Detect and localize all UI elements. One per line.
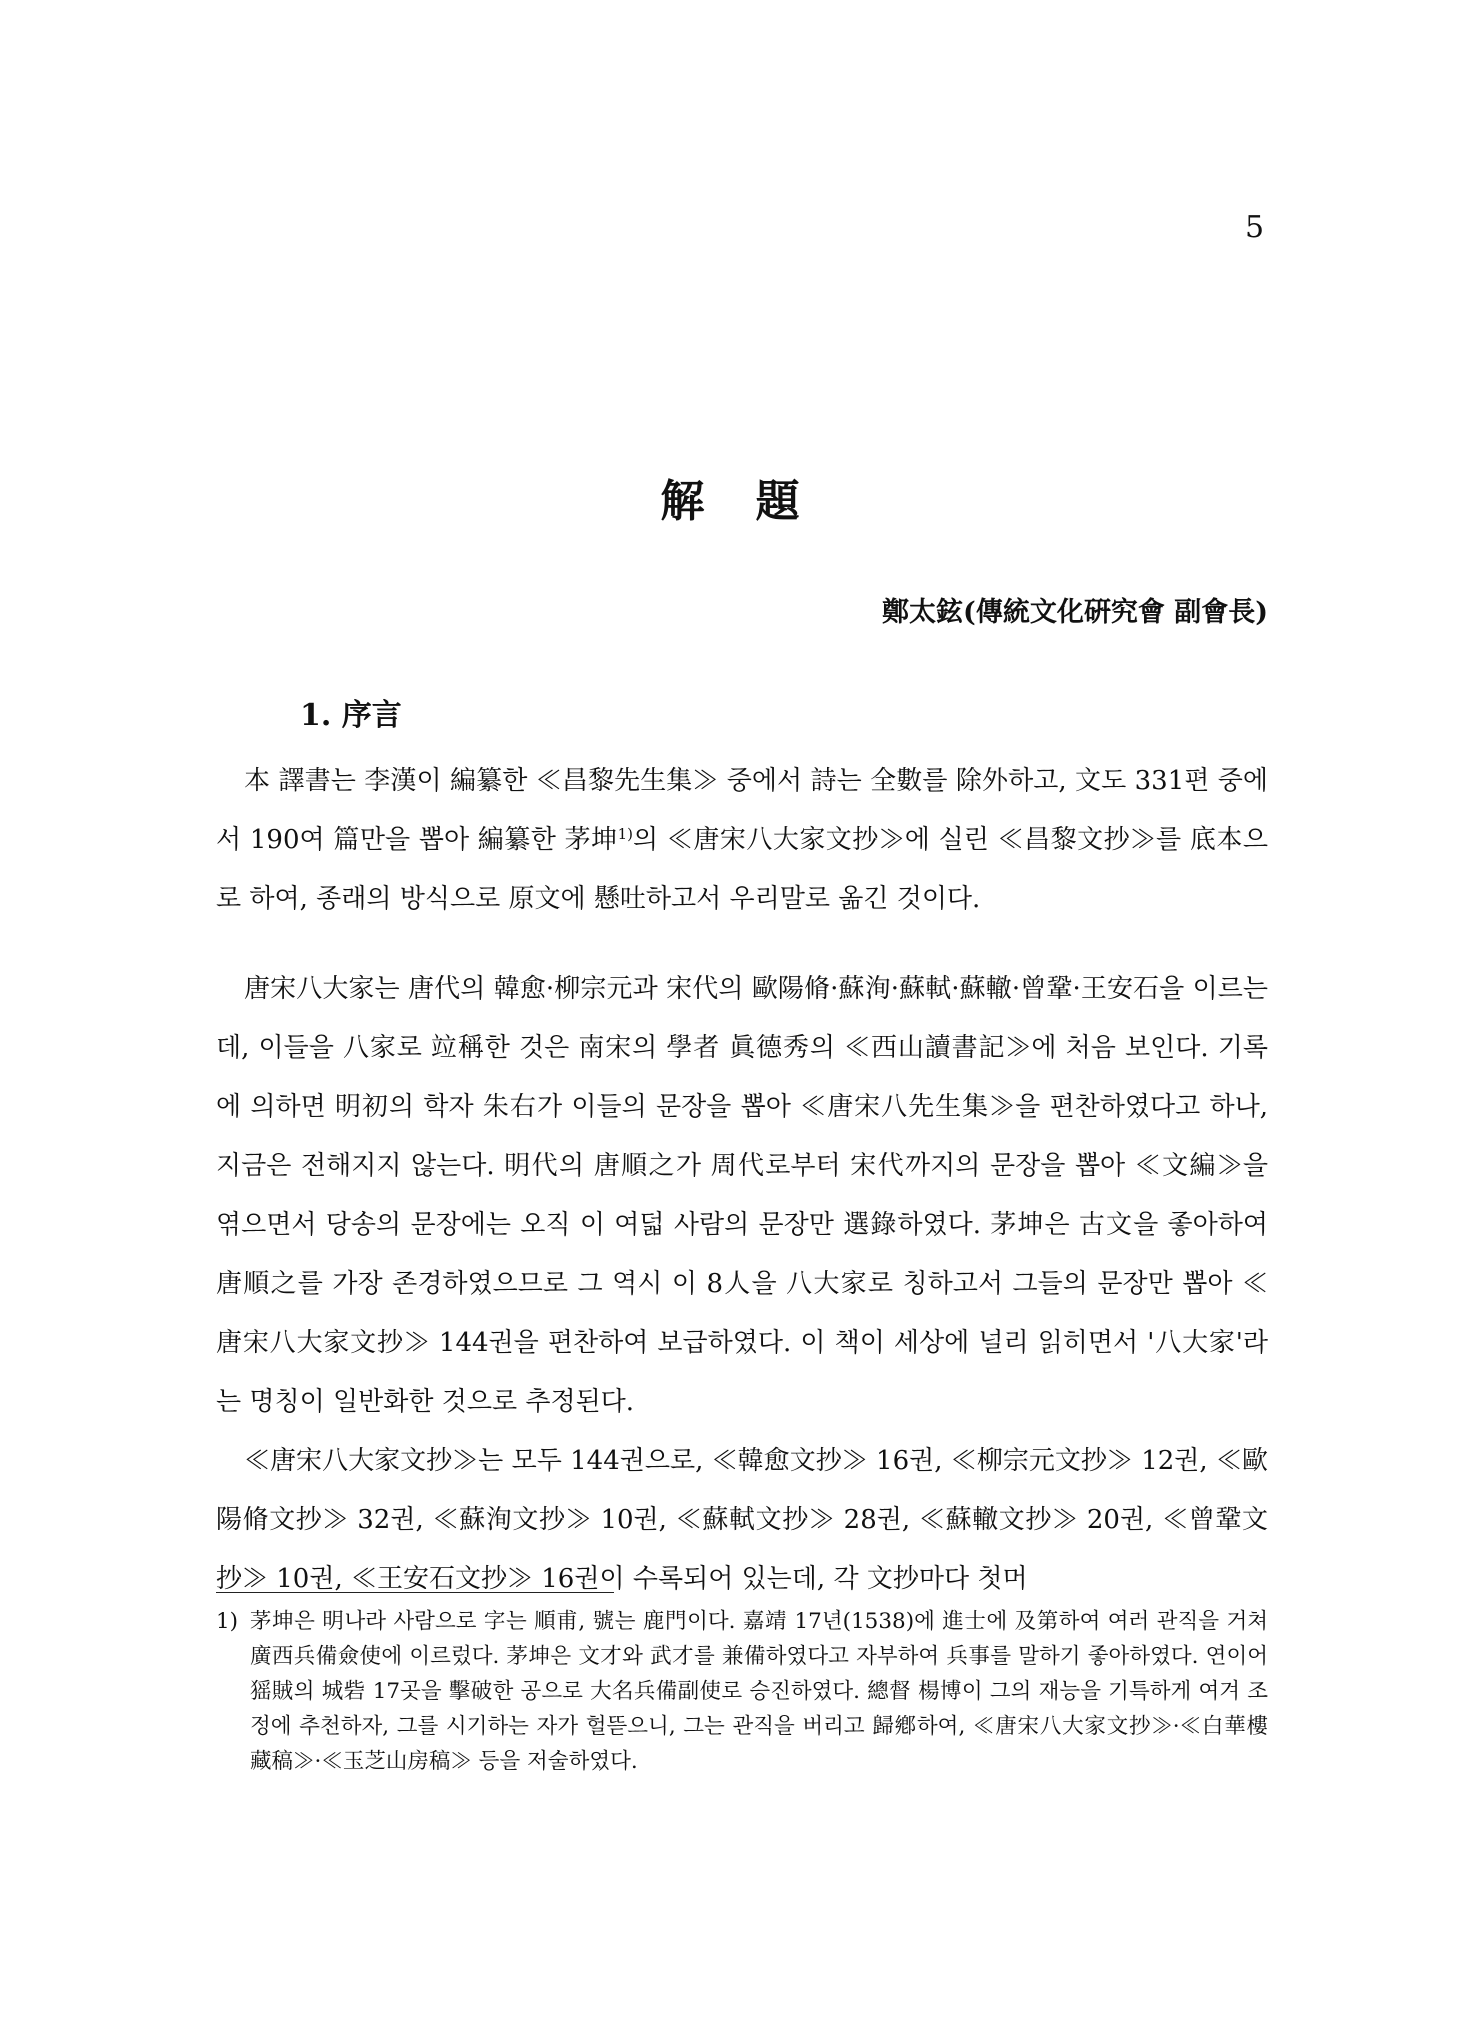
paragraph-2: 唐宋八大家는 唐代의 韓愈·柳宗元과 宋代의 歐陽脩·蘇洵·蘇軾·蘇轍·曾鞏·王安石을 이르는데, 이들을 八家로 竝稱한 것은 南宋의 學者 眞德秀의 ≪西山讀書記≫에 처음 보인다. 기록에 의하면 明初의 학자 朱右가 이들의 문장을 뽑아 ≪唐宋八先生集≫을 편찬하였다고 하나, 지금은 전해지지 않는다. 明代의 唐順之가 周代로부터 宋代까지의 문장을 뽑아 ≪文編≫을 엮으면서 당송의 문장에는 오직 이 여덟 사람의 문장만 選錄하였다. 茅坤은 古文을 좋아하여 唐順之를 가장 존경하였으므로 그 역시 이 8人을 八大家로 칭하고서 그들의 문장만 뽑아 ≪唐宋八大家文抄≫ 144권을 편찬하여 보급하였다. 이 책이 세상에 널리 읽히면서 '八大家'라는 명칭이 일반화한 것으로 추정된다.: [216, 974, 1268, 1417]
intro-paragraph-block: [216, 752, 1268, 929]
paragraph-1-text-b: 의 ≪唐宋八大家文抄≫에 실린 ≪昌黎文抄≫를 底本으로 하여, 종래의 방식으로 原文에 懸吐하고서 우리말로 옮긴 것이다.: [216, 825, 1268, 914]
footnote-reference[interactable]: 1): [617, 825, 634, 843]
page-number: 5: [1245, 210, 1265, 245]
history-paragraph-block: [216, 960, 1268, 1609]
section-heading: 1. 序言: [300, 698, 402, 733]
document-title: 解 題: [660, 476, 818, 527]
footnote: [216, 1604, 1268, 1779]
author-line: 鄭太鉉(傳統文化硏究會 副會長): [882, 597, 1268, 628]
footnote-marker: 1): [216, 1609, 239, 1634]
paragraph-3: ≪唐宋八大家文抄≫는 모두 144권으로, ≪韓愈文抄≫ 16권, ≪柳宗元文抄≫ 12권, ≪歐陽脩文抄≫ 32권, ≪蘇洵文抄≫ 10권, ≪蘇軾文抄≫ 28권, ≪蘇轍文抄≫ 20권, ≪曾鞏文抄≫ 10권, ≪王安石文抄≫ 16권이 수록되어 있는데, 각 文抄마다 첫머: [216, 1446, 1268, 1594]
paragraph-1-text-a: 本 譯書는 李漢이 編纂한 ≪昌黎先生集≫ 중에서 詩는 全數를 除外하고, 文도 331편 중에서 190여 篇만을 뽑아 編纂한 茅坤: [216, 766, 1268, 855]
footnote-divider: [216, 1592, 614, 1593]
footnote-text: 茅坤은 明나라 사람으로 字는 順甫, 號는 鹿門이다. 嘉靖 17년(1538)에 進士에 及第하여 여러 관직을 거쳐 廣西兵備僉使에 이르렀다. 茅坤은 文才와 武才를 兼備하였다고 자부하여 兵事를 말하기 좋아하였다. 연이어 猺賊의 城砦 17곳을 擊破한 공으로 大名兵備副使로 승진하였다. 總督 楊博이 그의 재능을 기특하게 여겨 조정에 추천하자, 그를 시기하는 자가 헐뜯으니, 그는 관직을 버리고 歸鄕하여, ≪唐宋八大家文抄≫·≪白華樓藏稿≫·≪玉芝山房稿≫ 등을 저술하였다.: [250, 1609, 1268, 1774]
paragraph-1: [216, 752, 1268, 929]
